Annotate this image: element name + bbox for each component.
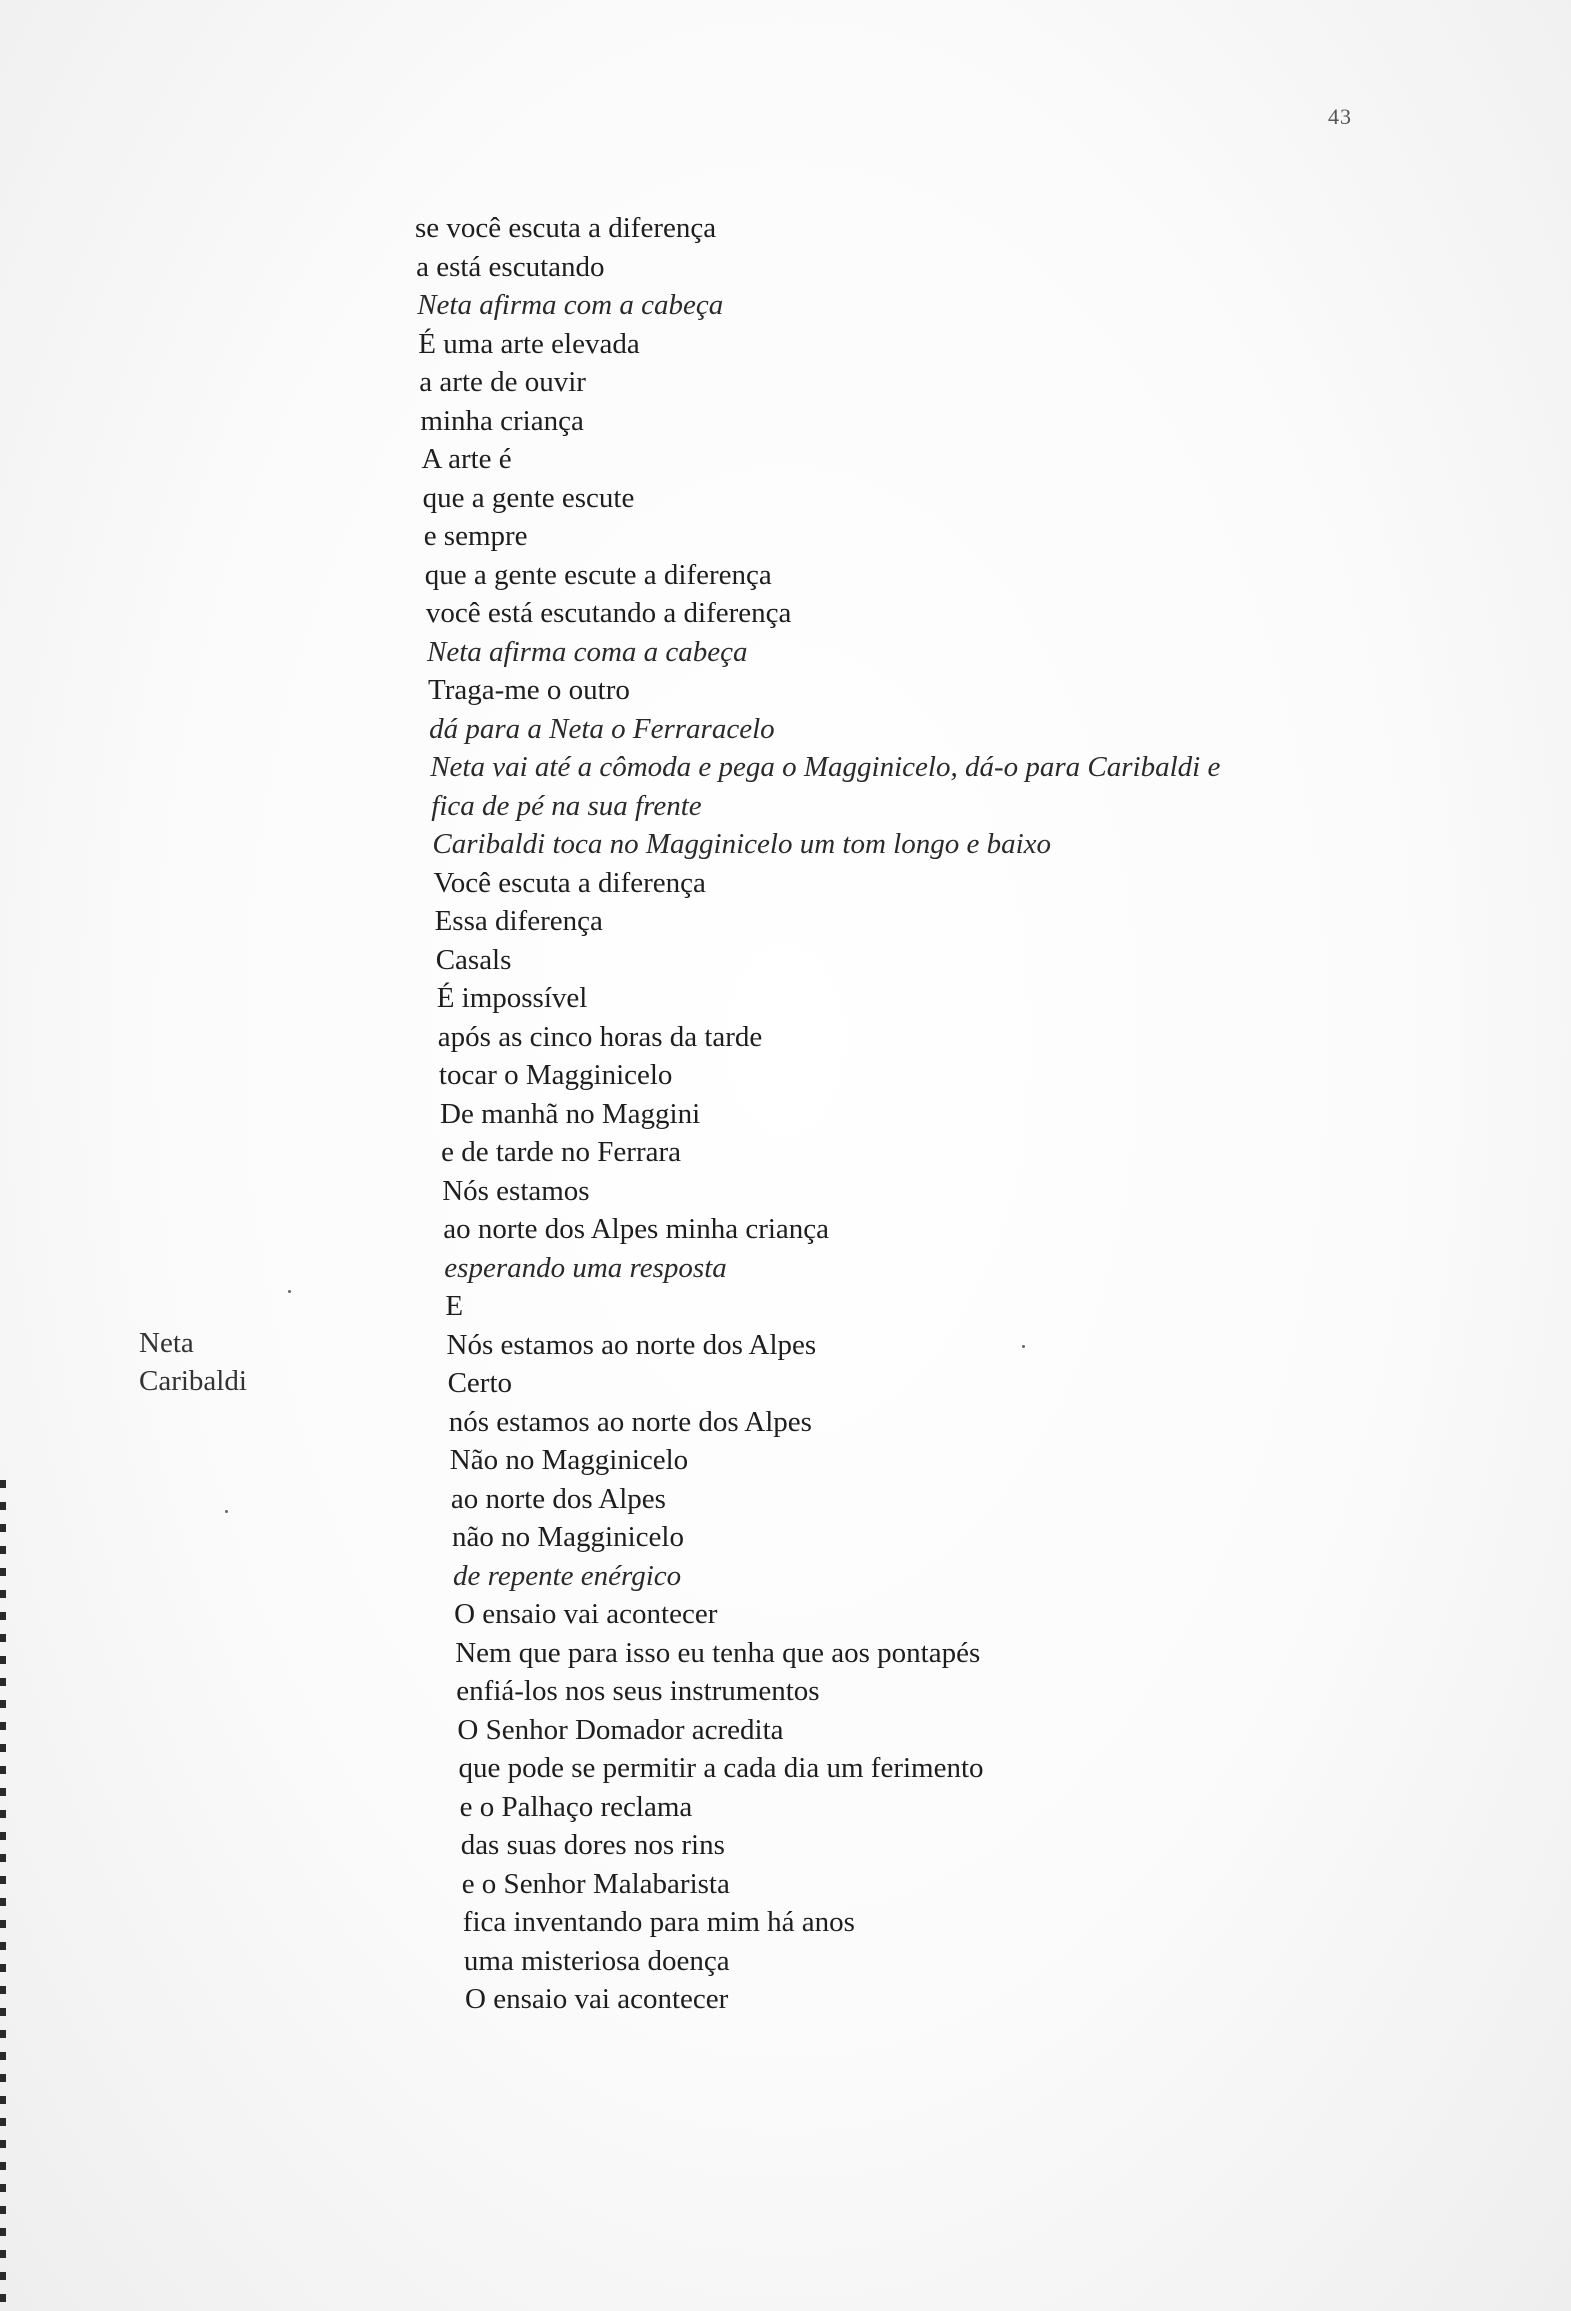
dialogue-line: fica inventando para mim há anos — [462, 1906, 855, 1938]
stage-direction: fica de pé na sua frente — [431, 789, 702, 822]
dialogue-line: É uma arte elevada — [418, 327, 640, 360]
dialogue-line: se você escuta a diferença — [415, 212, 717, 244]
dialogue-line: Casals — [435, 943, 512, 976]
paper-speck — [225, 1510, 228, 1513]
dialogue-line: tocar o Magginicelo — [438, 1059, 673, 1091]
dialogue-line: a arte de ouvir — [419, 366, 586, 398]
dialogue-line: você está escutando a diferença — [425, 597, 792, 629]
stage-direction: Neta vai até a cômoda e pega o Magginicelo, dá-o para Caribaldi e — [430, 751, 1221, 783]
page-number: 43 — [1328, 104, 1352, 129]
stage-direction: de repente enérgico — [453, 1559, 682, 1592]
dialogue-line: nós estamos ao norte dos Alpes — [448, 1405, 812, 1438]
dialogue-line: Traga-me o outro — [428, 674, 630, 706]
dialogue-line: Essa diferença — [434, 905, 603, 937]
dialogue-line: uma misteriosa doença — [463, 1944, 730, 1977]
dialogue-line: E — [445, 1290, 464, 1322]
dialogue-line: das suas dores nos rins — [460, 1829, 725, 1861]
dialogue-line: e sempre — [423, 520, 528, 552]
dialogue-line: O Senhor Domador acredita — [457, 1713, 784, 1746]
dialogue-line: É impossível — [436, 982, 588, 1014]
stage-direction: Caribaldi toca no Magginicelo um tom longo e baixo — [432, 828, 1051, 860]
stage-direction: dá para a Neta o Ferraracelo — [429, 712, 775, 745]
dialogue-line: e de tarde no Ferrara — [441, 1136, 682, 1168]
dialogue-line: Nem que para isso eu tenha que aos pontapés — [455, 1636, 981, 1669]
dialogue-line: Certo — [447, 1367, 513, 1399]
stage-direction: Neta afirma com a cabeça — [417, 289, 724, 321]
dialogue-line: que pode se permitir a cada dia um ferimento — [458, 1752, 984, 1784]
speaker-name: Caribaldi — [139, 1365, 247, 1397]
dialogue-line: A arte é — [421, 443, 512, 475]
dialogue-line: ao norte dos Alpes — [450, 1482, 666, 1515]
dialogue-line: ao norte dos Alpes minha criança — [443, 1213, 830, 1245]
speaker-name: Neta — [139, 1327, 194, 1359]
dialogue-line: e o Palhaço reclama — [459, 1790, 693, 1823]
dialogue-line: e o Senhor Malabarista — [461, 1867, 730, 1900]
dialogue-line: Nós estamos ao norte dos Alpes — [446, 1328, 817, 1361]
dialogue-line: enfiá-los nos seus instrumentos — [456, 1675, 820, 1707]
dialogue-line: que a gente escute — [422, 481, 635, 514]
stage-direction: Neta afirma coma a cabeça — [427, 635, 748, 668]
dialogue-line: minha criança — [420, 404, 584, 437]
dialogue-line: a está escutando — [416, 250, 605, 283]
dialogue-line: Não no Magginicelo — [449, 1444, 689, 1476]
dialogue-line: De manhã no Maggini — [440, 1097, 701, 1130]
dialogue-line: após as cinco horas da tarde — [437, 1020, 763, 1053]
dialogue-line: O ensaio vai acontecer — [454, 1598, 718, 1630]
paper-speck — [288, 1290, 291, 1293]
dialogue-line: não no Magginicelo — [452, 1521, 684, 1553]
dialogue-line: Você escuta a diferença — [433, 866, 706, 899]
stage-direction: esperando uma resposta — [444, 1251, 727, 1284]
paper-speck — [1022, 1345, 1025, 1348]
dialogue-line: Nós estamos — [442, 1174, 590, 1207]
dialogue-line: que a gente escute a diferença — [424, 558, 772, 591]
dialogue-line: O ensaio vai acontecer — [465, 1983, 729, 2015]
